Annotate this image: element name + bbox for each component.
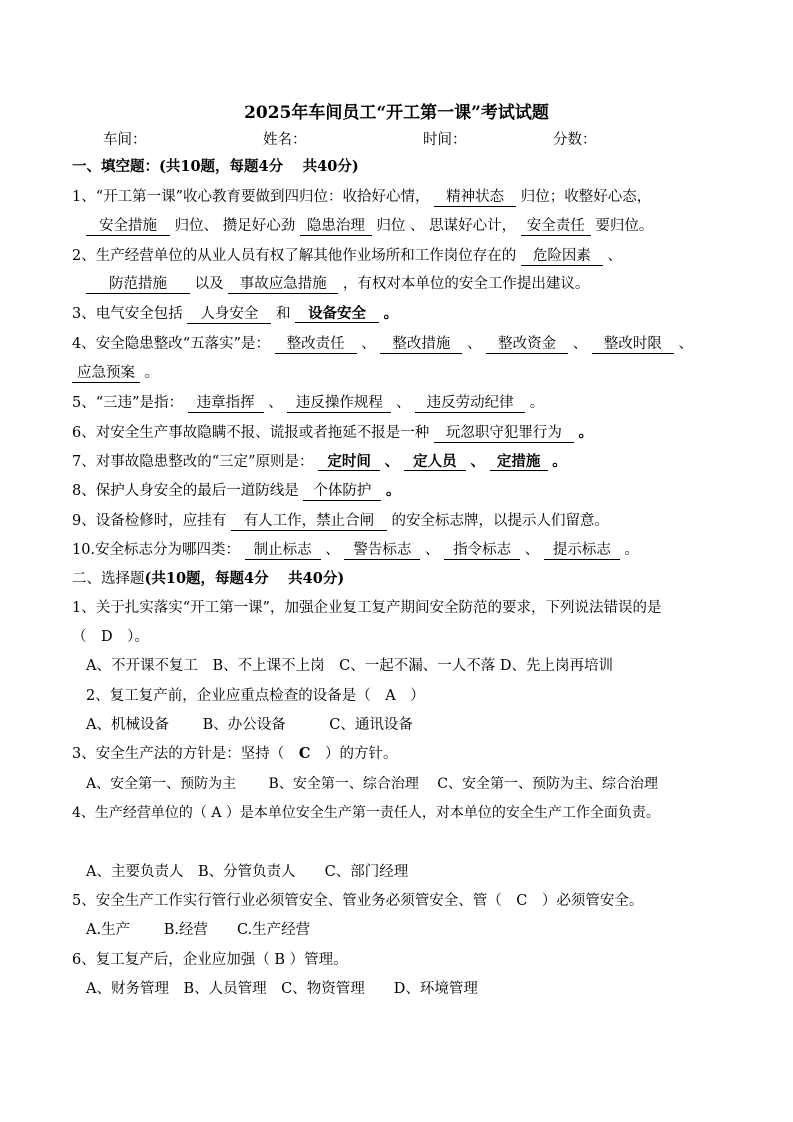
q6-answer-1: 玩忽职守犯罪行为 — [434, 425, 574, 443]
choice-question-4-text: 4、生产经营单位的（ A ）是本单位安全生产第一责任人，对本单位的安全生产工作全面负责。 — [72, 805, 660, 821]
q5-answer-2: 违反操作规程 — [287, 395, 391, 413]
q2-text-c: 、 — [607, 248, 622, 264]
fill-question-10 — [72, 540, 639, 560]
q1-answer-4: 安全责任 — [521, 218, 591, 236]
choice-question-3-options: A、安全第一、预防为主 B、安全第一、综合治理 C、安全第一、预防为主、综合治理 — [86, 776, 659, 792]
q4-text-a: 4、安全隐患整改“五落实”是： — [72, 336, 271, 352]
fill-question-1-line2 — [86, 216, 653, 236]
q2-text-g: ，有权对本单位的安全工作提出建议。 — [342, 276, 590, 292]
page-title: 2025年车间员工“开工第一课”考试试题 — [244, 103, 549, 123]
fill-question-2-line1 — [72, 246, 622, 266]
section2-heading-a: 二、选择题 — [72, 571, 145, 587]
q7-sep-1: 、 — [384, 453, 400, 470]
q9-answer-1: 有人工作，禁止合闸 — [231, 513, 387, 531]
q3-choice-text-b: ）的方针。 — [325, 746, 398, 762]
q5-answer-1: 违章指挥 — [188, 395, 264, 413]
q5-text-a: 5、“三违”是指： — [72, 395, 184, 411]
section1-heading: 一、填空题：(共10题，每题4分 共40分) — [72, 158, 359, 175]
q10-sep-1: 、 — [325, 542, 340, 558]
q4-sep-1: 、 — [361, 336, 376, 352]
choice-question-2-text: 2、复工复产前，企业应重点检查的设备是（ A ） — [86, 688, 425, 704]
section2-heading — [72, 569, 344, 589]
q4-answer-1: 整改责任 — [275, 336, 357, 354]
q8-text-a: 8、保护人身安全的最后一道防线是 — [72, 483, 299, 499]
choice-question-3-text — [72, 744, 398, 764]
q10-sep-2: 、 — [425, 542, 440, 558]
choice-question-1-answer: （ D ）。 — [72, 629, 149, 645]
time-field-label: 时间： — [423, 132, 467, 148]
q3-answer-1: 人身安全 — [187, 306, 271, 324]
q10-answer-1: 制止标志 — [245, 542, 321, 560]
q9-text-a: 9、设备检修时，应挂有 — [72, 513, 227, 529]
q5-end: 。 — [529, 395, 545, 411]
q6-end: 。 — [578, 424, 593, 441]
q5-sep-2: 、 — [396, 395, 411, 411]
q2-text-a: 2、生产经营单位的从业人员有权了解其他作业场所和工作岗位存在的 — [72, 248, 517, 264]
q4-sep-4: 、 — [678, 336, 693, 352]
choice-question-2-options: A、机械设备 B、办公设备 C、通讯设备 — [86, 717, 413, 733]
choice-question-6-options: A、财务管理 B、人员管理 C、物资管理 D、环境管理 — [86, 981, 478, 997]
q1-text-e: 归位、 攒足好心劲 — [174, 218, 296, 234]
q10-answer-2: 警告标志 — [344, 542, 420, 560]
score-field-label: 分数： — [553, 132, 597, 148]
q3-choice-text-a: 3、安全生产法的方针是：坚持（ — [72, 746, 285, 762]
q3-text-e: 。 — [383, 305, 399, 322]
q7-end: 。 — [552, 453, 567, 470]
q1-text-i: 要归位。 — [595, 218, 654, 234]
fill-question-8 — [72, 481, 400, 501]
choice-question-5-options: A.生产 B.经营 C.生产经营 — [86, 922, 311, 938]
q7-answer-1: 定时间 — [318, 453, 380, 471]
q1-text-a: 1、“开工第一课”收心教育要做到四归位：收拾好心情， — [72, 189, 430, 205]
q1-answer-3: 隐患治理 — [300, 218, 372, 236]
fill-question-3 — [72, 304, 398, 324]
choice-question-1-options: A、不开课不复工 B、不上课不上岗 C、一起不漏、一人不落 D、先上岗再培训 — [86, 658, 613, 674]
choice-question-5-text: 5、安全生产工作实行管行业必须管安全、管业务必须管安全、管（ C ）必须管安全。 — [72, 893, 644, 909]
name-field-label: 姓名： — [263, 132, 307, 148]
section2-heading-b: (共10题，每题4分 共40分) — [144, 570, 345, 587]
q10-answer-3: 指令标志 — [444, 542, 520, 560]
workshop-field-label: 车间： — [103, 132, 147, 148]
q5-sep-1: 、 — [268, 395, 283, 411]
q2-text-e: 以及 — [194, 276, 224, 292]
q4-sep-3: 、 — [572, 336, 588, 352]
q1-text-g: 归位 、 思谋好心计， — [376, 218, 517, 234]
choice-question-6-text: 6、复工复产后，企业应加强（ B ）管理。 — [72, 952, 348, 968]
fill-question-7 — [72, 452, 567, 472]
fill-question-4-line1 — [72, 334, 693, 354]
q10-end: 。 — [624, 542, 639, 558]
q3-text-a: 3、电气安全包括 — [72, 306, 183, 322]
q4-answer-5: 应急预案 — [72, 365, 140, 383]
q3-choice-answer: C — [298, 745, 311, 762]
fill-question-2-line2 — [86, 274, 589, 294]
choice-question-1-text: 1、关于扎实落实“开工第一课”，加强企业复工复产期间安全防范的要求，下列说法错误的是 — [72, 600, 662, 616]
fill-question-5 — [72, 393, 544, 413]
q7-answer-2: 定人员 — [404, 453, 466, 471]
q2-answer-3: 事故应急措施 — [228, 276, 338, 294]
q8-end: 。 — [385, 482, 401, 499]
q7-sep-2: 、 — [470, 453, 485, 470]
q4-sep-2: 、 — [467, 336, 482, 352]
q6-text-a: 6、对安全生产事故隐瞒不报、谎报或者拖延不报是一种 — [72, 425, 430, 441]
q3-answer-2: 设备安全 — [295, 305, 379, 323]
fill-question-1-line1 — [72, 187, 651, 207]
q10-text-a: 10.安全标志分为哪四类： — [72, 542, 241, 558]
q10-answer-4: 提示标志 — [544, 542, 620, 560]
q1-answer-1: 精神状态 — [434, 189, 516, 207]
q7-text-a: 7、对事故隐患整改的“三定”原则是： — [72, 454, 314, 470]
q2-answer-2: 防范措施 — [86, 276, 190, 294]
q9-end: 的安全标志牌，以提示人们留意。 — [391, 513, 609, 529]
q4-answer-3: 整改资金 — [486, 336, 568, 354]
q5-answer-3: 违反劳动纪律 — [415, 395, 525, 413]
q4-answer-2: 整改措施 — [380, 336, 462, 354]
q1-answer-2: 安全措施 — [86, 218, 170, 236]
q7-answer-3: 定措施 — [490, 453, 548, 471]
q1-text-c: 归位；收整好心态， — [520, 189, 652, 205]
q4-end: 。 — [144, 365, 160, 381]
q4-answer-4: 整改时限 — [592, 336, 674, 354]
fill-question-9 — [72, 511, 609, 531]
fill-question-6 — [72, 423, 593, 443]
q10-sep-3: 、 — [524, 542, 540, 558]
fill-question-4-line2 — [72, 363, 159, 383]
q2-answer-1: 危险因素 — [521, 248, 603, 266]
choice-question-4-options: A、主要负责人 B、分管负责人 C、部门经理 — [86, 864, 409, 880]
q8-answer-1: 个体防护 — [303, 483, 381, 501]
q3-text-c: 和 — [275, 306, 291, 322]
